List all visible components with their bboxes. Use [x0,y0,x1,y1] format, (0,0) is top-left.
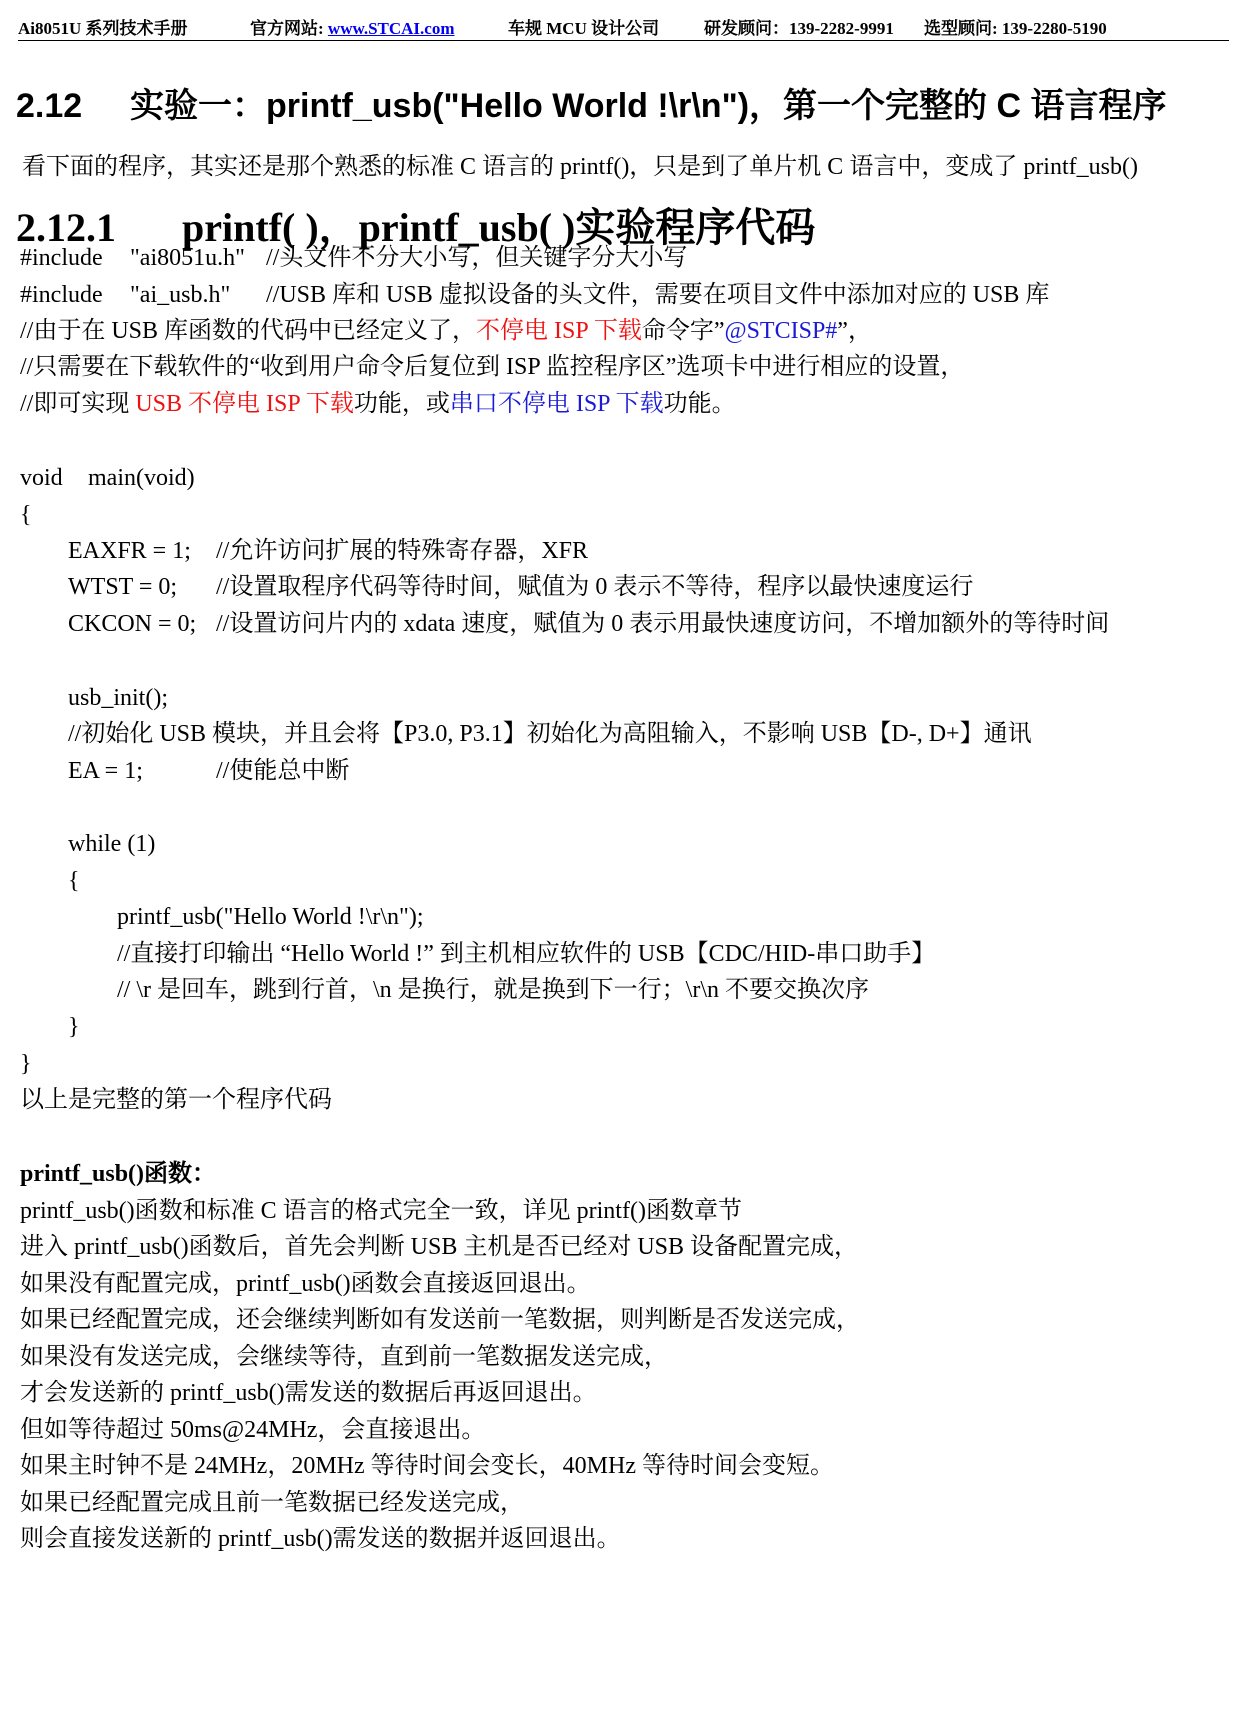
rd-contact: 研发顾问：139-2282-9991 [704,19,894,38]
usb-init-comment: //初始化 USB 模块，并且会将【P3.0, P3.1】初始化为高阻输入，不影响 USB【D-, D+】通讯 [68,721,1032,747]
code-comment: //设置访问片内的 xdata 速度，赋值为 0 表示用最快速度访问，不增加额外的等待时间 [216,611,1110,637]
code-text: main(void) [88,465,195,491]
subsection-title: printf( )，printf_usb( )实验程序代码 [182,205,816,250]
code-comment: ”， [837,318,872,344]
highlight-blue: 串口不停电 ISP 下载 [449,391,664,417]
printf-line: printf_usb("Hello World !\r\n"); [117,904,424,930]
func-heading: printf_usb()函数： [20,1161,217,1187]
code-comment: //设置取程序代码等待时间，赋值为 0 表示不等待，程序以最快速度运行 [216,574,974,600]
func-line: 如果没有发送完成，会继续等待，直到前一笔数据发送完成， [20,1344,668,1370]
func-line: 则会直接发送新的 printf_usb()需发送的数据并返回退出。 [20,1526,621,1552]
subsection-number: 2.12.1 [16,205,116,250]
section-heading [16,78,1166,127]
code-statement: EAXFR = 1; [68,538,191,564]
main-signature [20,463,195,493]
func-line: 进入 printf_usb()函数后，首先会判断 USB 主机是否已经对 USB 设备配置完成， [20,1234,859,1260]
func-line: 如果没有配置完成，printf_usb()函数会直接返回退出。 [20,1271,591,1297]
code-statement: EA = 1; [68,758,143,784]
section-title: 实验一：printf_usb("Hello World !\r\n")，第一个完整的 C 语言程序 [130,87,1167,125]
eaxfr-line [68,536,588,566]
code-comment: //由于在 USB 库函数的代码中已经定义了， [20,318,477,344]
highlight-red: 不停电 ISP 下载 [476,318,642,344]
comment-line-4: //只需要在下载软件的“收到用户命令后复位到 ISP 监控程序区”选项卡中进行相应的设置， [20,354,965,380]
include-line-1 [20,243,687,273]
section-intro: 看下面的程序，其实还是那个熟悉的标准 C 语言的 printf()，只是到了单片机 C 语言中，变成了 printf_usb() [22,154,1138,180]
printf-comment-1: //直接打印输出 “Hello World !” 到主机相应软件的 USB【CDC/HID-串口助手】 [117,941,936,967]
section-number: 2.12 [16,87,83,125]
highlight-blue: @STCISP# [724,318,838,344]
company-tagline: 车规 MCU 设计公司 [508,19,660,38]
code-statement: WTST = 0; [68,574,178,600]
code-comment: //使能总中断 [216,758,350,784]
func-line: 才会发送新的 printf_usb()需发送的数据后再返回退出。 [20,1380,597,1406]
while-brace-open: { [68,868,80,894]
include-file: "ai8051u.h" [130,245,245,271]
site-label: 官方网站: [250,19,328,38]
brace-close: } [20,1051,32,1077]
comment-line-5 [20,389,736,419]
code-comment: //即可实现 [20,391,136,417]
code-comment: //头文件不分大小写，但关键字分大小写 [266,245,688,271]
site-link[interactable]: www.STCAI.com [327,19,455,38]
ea-line [68,756,349,786]
code-comment: 功能，或 [353,391,450,417]
include-file: "ai_usb.h" [130,282,231,308]
func-line: 如果已经配置完成，还会继续判断如有发送前一笔数据，则判断是否发送完成， [20,1307,860,1333]
comment-line-3 [20,316,872,346]
printf-comment-2: // \r 是回车，跳到行首，\n 是换行，就是换到下一行；\r\n 不要交换次序 [117,977,869,1003]
func-line: 如果已经配置完成且前一笔数据已经发送完成， [20,1490,524,1516]
include-keyword: #include [20,245,103,271]
website [250,14,454,39]
brace-open: { [20,502,32,528]
wtst-line [68,572,973,602]
doc-title: Ai8051U 系列技术手册 [18,19,188,38]
include-line-2 [20,280,1049,310]
include-keyword: #include [20,282,103,308]
func-line: 如果主时钟不是 24MHz，20MHz 等待时间会变长，40MHz 等待时间会变短。 [20,1453,834,1479]
code-comment: 功能。 [663,391,736,417]
code-statement: CKCON = 0; [68,611,197,637]
page-header [18,10,1229,41]
func-line: 但如等待超过 50ms@24MHz，会直接退出。 [20,1417,486,1443]
while-line: while (1) [68,831,156,857]
highlight-red: USB 不停电 ISP 下载 [135,391,354,417]
func-line: printf_usb()函数和标准 C 语言的格式完全一致，详见 printf()函数章节 [20,1198,742,1224]
while-brace-close: } [68,1014,80,1040]
after-code-note: 以上是完整的第一个程序代码 [20,1087,332,1113]
code-comment: //USB 库和 USB 虚拟设备的头文件，需要在项目文件中添加对应的 USB 库 [266,282,1050,308]
ckcon-line [68,609,1109,639]
code-comment: 命令字” [641,318,725,344]
usb-init-line: usb_init(); [68,685,168,711]
code-keyword: void [20,465,63,491]
code-comment: //允许访问扩展的特殊寄存器，XFR [216,538,589,564]
sales-contact: 选型顾问: 139-2280-5190 [924,19,1107,38]
